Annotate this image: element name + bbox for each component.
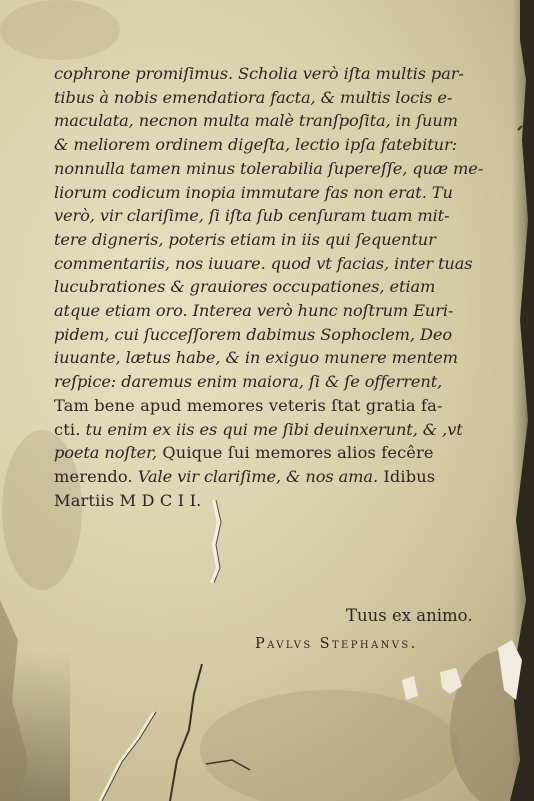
verse-line: Tam bene apud memores veteris ſtat gratia fa- [54, 395, 443, 415]
text-line: & meliorem ordinem digeſta, lectio ipſa fatebitur: [54, 135, 457, 155]
text-line: iuuante, lætus habe, & in exiguo munere mentem [54, 348, 458, 368]
text-segment: tu enim ex iis es qui me ſibi deuinxerunt, & ,vt [80, 419, 463, 439]
paper-crack [206, 760, 250, 770]
text-line: maculata, necnon multa malè tranſpoſita, in ſuum [54, 111, 458, 131]
date-line: Martiis M D C I I. [54, 490, 202, 510]
text-segment: Vale vir clariſime, & nos ama. [132, 466, 379, 486]
closing-salutation: Tuus ex animo. [346, 606, 473, 625]
date-start: Idibus [378, 466, 436, 486]
text-line: pidem, cui ſucceſſorem dabimus Sophoclem, Deo [54, 324, 453, 344]
text-segment: poeta noſter, [54, 443, 158, 463]
paper-hole [440, 668, 462, 694]
text-line: cophrone promiſimus. Scholia verò iſta multis par- [54, 64, 464, 83]
paper-crack [102, 712, 156, 801]
text-line: lucubrationes & grauiores occupationes, etiam [54, 277, 436, 297]
text-line: tere digneris, poteris etiam in iis qui ſequentur [54, 229, 436, 249]
text-line: reſpice: daremus enim maiora, ſi & ſe offerrent, [54, 372, 443, 392]
text-line: verò, vir clariſime, ſi iſta ſub cenſuram tuam mit- [54, 206, 450, 226]
paper-hole [402, 676, 418, 700]
text-line: nonnulla tamen minus tolerabilia ſupereſſe, quæ me- [54, 158, 484, 178]
author-signature: Pavlvs Stephanvs. [255, 636, 418, 652]
paper-tear [212, 500, 219, 583]
text-line: atque etiam oro. Interea verò hunc noſtrum Euri- [54, 301, 454, 321]
text-line: tibus à nobis emendatiora facta, & multis locis e- [54, 87, 453, 107]
paper-crack [100, 712, 154, 801]
paper-crack [170, 664, 202, 801]
verse-line: Quique ſui memores alios fecêre [157, 443, 434, 463]
verse-line-end: cti. [54, 419, 81, 439]
text-line: commentariis, nos iuuare. quod vt facias, inter tuas [54, 253, 473, 273]
ink-mark [518, 126, 522, 130]
page-edge-damage [0, 600, 28, 801]
text-line: liorum codicum inopia immutare fas non erat. Tu [54, 182, 453, 202]
verse-line-end: merendo. [54, 466, 133, 486]
